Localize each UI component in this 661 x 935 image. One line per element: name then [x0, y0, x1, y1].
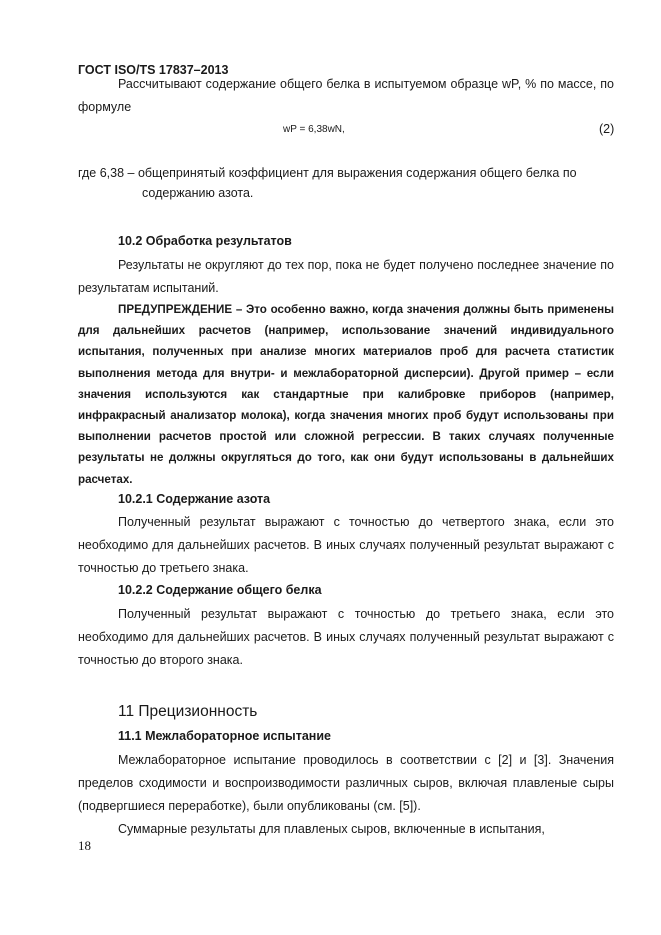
section-10-2-2-title: 10.2.2 Содержание общего белка: [118, 583, 322, 597]
section-10-2-1-text: Полученный результат выражают с точностью до четвертого знака, если это необходимо для дальнейших расчетов. В иных случаях полученный результат выражают с точностью до третьего знака.: [78, 515, 614, 575]
page-number: 18: [78, 838, 91, 853]
section-11-1-title: 11.1 Межлабораторное испытание: [118, 729, 331, 743]
intro-paragraph: Рассчитывают содержание общего белка в испытуемом образце wP, % по массе, по формуле: [78, 77, 614, 114]
formula-number: (2): [599, 122, 615, 136]
warning-paragraph: ПРЕДУПРЕЖДЕНИЕ – Это особенно важно, когда значения должны быть применены для дальнейших расчетов (например, использование значений индивидуального испытания, полученных при анализе многих материалов проб для расчета статистик выполнения метода для внутри- и межлабораторной дисперсии). Другой пример – если значения используются как стандартные при калибровке приборов (например, инфракрасный анализатор молока), когда значения многих проб будут использованы при выполнении расчетов простой или сложной регрессии. В таких случаях полученные результаты не должны округляться до того, как они будут использованы в дальнейших расчетах.: [78, 303, 614, 486]
section-11-1-text: Межлабораторное испытание проводилось в соответствии с [2] и [3]. Значения пределов сходимости и воспроизводимости различных сыров, включая плавленые сыры (подвергшиеся переработке), были опубликованы (см. [5]).: [78, 753, 614, 813]
section-10-2-2-text: Полученный результат выражают с точностью до третьего знака, если это необходимо для дальнейших расчетов. В иных случаях полученный результат выражают с точностью до второго знака.: [78, 607, 614, 667]
section-10-2-text: Результаты не округляют до тех пор, пока не будет получено последнее значение по результатам испытаний.: [78, 258, 614, 295]
where-continuation: содержанию азота.: [142, 186, 254, 200]
section-11-1-text-continued: Суммарные результаты для плавленых сыров, включенные в испытания,: [118, 822, 545, 836]
standard-header: ГОСТ ISO/TS 17837–2013: [78, 63, 229, 77]
formula: wP = 6,38wN,: [283, 124, 345, 135]
section-10-2-1-title: 10.2.1 Содержание азота: [118, 492, 271, 506]
section-10-2-title: 10.2 Обработка результатов: [118, 234, 292, 248]
where-line: где 6,38 – общепринятый коэффициент для выражения содержания общего белка по: [78, 166, 577, 180]
section-11-title: 11 Прецизионность: [118, 703, 258, 720]
